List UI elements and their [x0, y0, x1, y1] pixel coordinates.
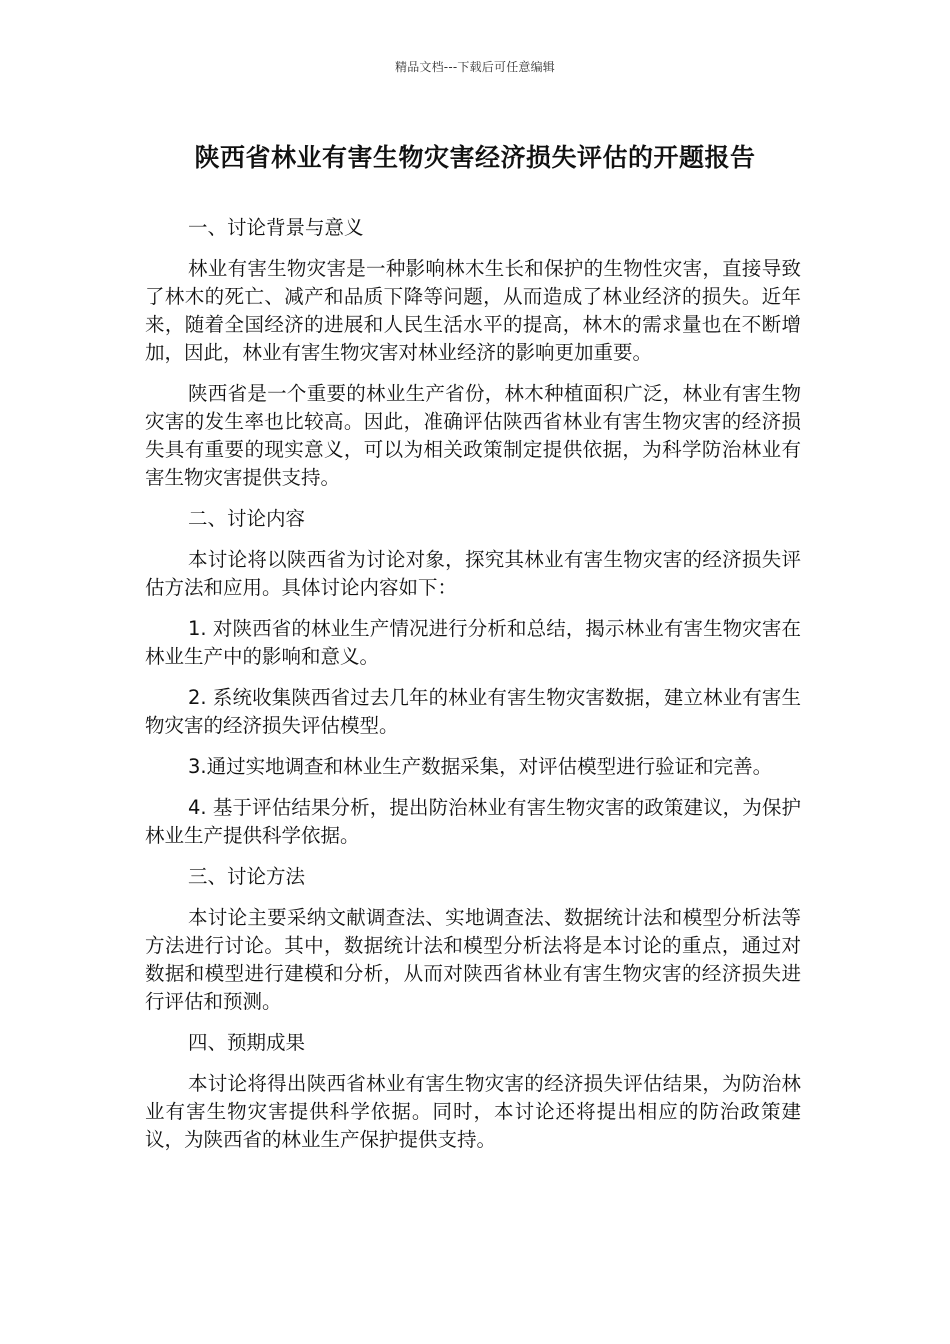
list-item-content-3: 3.通过实地调查和林业生产数据采集，对评估模型进行验证和完善。 — [188, 755, 773, 778]
list-item-content-1: 1. 对陕西省的林业生产情况进行分析和总结，揭示林业有害生物灾害在林业生产中的影响和意义。 — [145, 617, 801, 668]
section-heading-outcome: 四、预期成果 — [188, 1031, 306, 1054]
section-heading-method: 三、讨论方法 — [188, 865, 306, 888]
paragraph-background-1: 林业有害生物灾害是一种影响林木生长和保护的生物性灾害，直接导致了林木的死亡、减产和品质下降等问题，从而造成了林业经济的损失。近年来，随着全国经济的进展和人民生活水平的提高，林木的需求量也在不断增加，因此，林业有害生物灾害对林业经济的影响更加重要。 — [145, 257, 801, 364]
document-body — [145, 214, 801, 1167]
section-heading-content: 二、讨论内容 — [188, 507, 306, 530]
list-item-content-4: 4. 基于评估结果分析，提出防治林业有害生物灾害的政策建议，为保护林业生产提供科学依据。 — [145, 796, 801, 847]
paragraph-content-intro: 本讨论将以陕西省为讨论对象，探究其林业有害生物灾害的经济损失评估方法和应用。具体讨论内容如下： — [145, 548, 801, 599]
document-title: 陕西省林业有害生物灾害经济损失评估的开题报告 — [194, 143, 756, 172]
list-item-content-2: 2. 系统收集陕西省过去几年的林业有害生物灾害数据，建立林业有害生物灾害的经济损失评估模型。 — [145, 686, 801, 737]
paragraph-background-2: 陕西省是一个重要的林业生产省份，林木种植面积广泛，林业有害生物灾害的发生率也比较高。因此，准确评估陕西省林业有害生物灾害的经济损失具有重要的现实意义，可以为相关政策制定提供依据，为科学防治林业有害生物灾害提供支持。 — [145, 382, 801, 489]
header-note: 精品文档---下载后可任意编辑 — [395, 60, 555, 74]
section-heading-background: 一、讨论背景与意义 — [188, 216, 364, 239]
paragraph-outcome: 本讨论将得出陕西省林业有害生物灾害的经济损失评估结果，为防治林业有害生物灾害提供科学依据。同时，本讨论还将提出相应的防治政策建议，为陕西省的林业生产保护提供支持。 — [145, 1072, 801, 1151]
paragraph-method: 本讨论主要采纳文献调查法、实地调查法、数据统计法和模型分析法等方法进行讨论。其中，数据统计法和模型分析法将是本讨论的重点，通过对数据和模型进行建模和分析，从而对陕西省林业有害生物灾害的经济损失进行评估和预测。 — [145, 906, 801, 1013]
